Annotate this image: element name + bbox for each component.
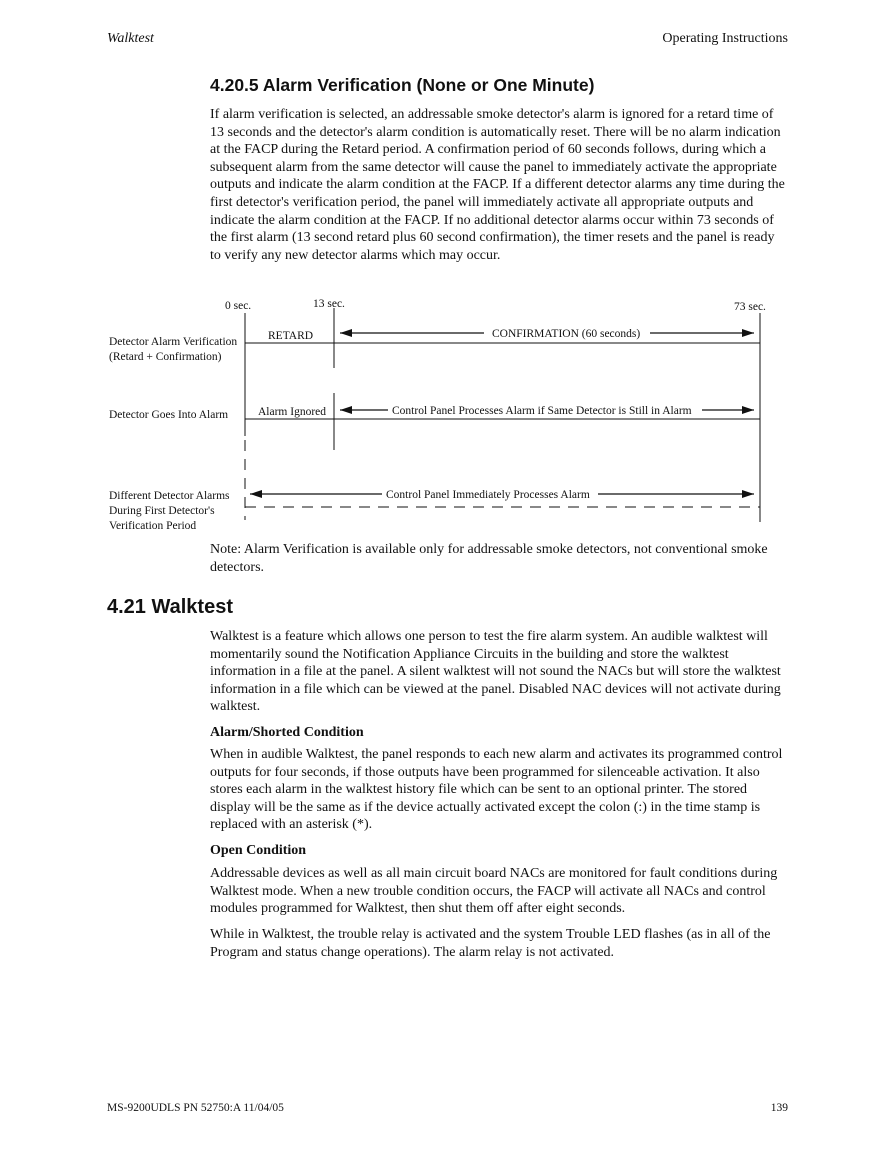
alarm-verification-paragraph: If alarm verification is selected, an addressable smoke detector's alarm is ignored for a retard time of 13 seconds and the detector's alarm condition is automatically reset. There will be no alarm indication at the FACP during the Retard period. A confirmation period of 60 seconds follows, during which a subsequent alarm from the same detector will cause the panel to immediately activate the appropriate outputs and indicate the alarm condition at the FACP. If a different detector alarms any time during the first detector's verification period, the panel will immediately activate all appropriate outputs and indicate the alarm condition at the FACP. If no additional detector alarms occur within 73 seconds of the first alarm (13 second retard plus 60 second confirmation), the timer resets and the panel is ready to verify any new detector alarms which may occur. — [210, 107, 785, 263]
page-header-left: Walktest — [107, 31, 154, 46]
row2-label: Detector Goes Into Alarm — [109, 409, 229, 421]
row1-retard-label: RETARD — [268, 330, 314, 342]
walktest-intro-paragraph: Walktest is a feature which allows one person to test the fire alarm system. An audible walktest will momentarily sound the Notification Appliance Circuits in the building and store the walktest information in a file at the panel. A silent walktest will not sound the NACs but will store the walktest information in a file which can be viewed at the panel. Disabled NAC devices will not activate during walktest. — [210, 629, 781, 715]
row3-label-line3: Verification Period — [109, 520, 197, 532]
section-4-21-title: 4.21 Walktest — [107, 596, 233, 618]
alarm-shorted-condition-paragraph: When in audible Walktest, the panel responds to each new alarm and activates its programmed control outputs for four seconds, if those outputs have been programmed for silenceable activation. It also stores each alarm in the walktest history file which can be sent to an optional printer. The stored display will be the same as if the device actually activated except the colon (:) in the time stamp is replaced with an asterisk (*). — [210, 747, 783, 833]
time-label-73: 73 sec. — [734, 301, 766, 313]
time-label-13: 13 sec. — [313, 298, 345, 310]
alarm-shorted-condition-heading: Alarm/Shorted Condition — [210, 725, 364, 740]
open-condition-paragraph: Addressable devices as well as all main circuit board NACs are monitored for fault conditions during Walktest mode. When a new trouble condition occurs, the FACP will activate all NACs and control modules programmed for Walktest, then shut them off after eight seconds. — [210, 866, 778, 917]
row1-confirmation-label: CONFIRMATION (60 seconds) — [492, 328, 641, 340]
open-condition-heading: Open Condition — [210, 843, 307, 858]
page-footer-left: MS-9200UDLS PN 52750:A 11/04/05 — [107, 1102, 284, 1114]
row2-ignored-label: Alarm Ignored — [258, 406, 327, 418]
section-4-20-5-title: 4.20.5 Alarm Verification (None or One Minute) — [210, 75, 595, 95]
row1-label-line1: Detector Alarm Verification — [109, 336, 238, 348]
row2-processes-label: Control Panel Processes Alarm if Same Detector is Still in Alarm — [392, 405, 692, 417]
alarm-verification-timing-diagram — [0, 280, 892, 535]
row3-processes-label: Control Panel Immediately Processes Alarm — [386, 489, 590, 501]
time-label-0: 0 sec. — [225, 300, 252, 312]
row3-label-line1: Different Detector Alarms — [109, 490, 230, 502]
alarm-verification-note: Note: Alarm Verification is available only for addressable smoke detectors, not conventional smoke detectors. — [210, 542, 768, 575]
page-header-right: Operating Instructions — [662, 31, 788, 46]
row1-label-line2: (Retard + Confirmation) — [109, 351, 222, 363]
row3-label-line2: During First Detector's — [109, 505, 215, 517]
page-number: 139 — [770, 1102, 788, 1114]
trouble-relay-paragraph: While in Walktest, the trouble relay is activated and the system Trouble LED flashes (as in all of the Program and status change operations). The alarm relay is not activated. — [210, 927, 771, 960]
